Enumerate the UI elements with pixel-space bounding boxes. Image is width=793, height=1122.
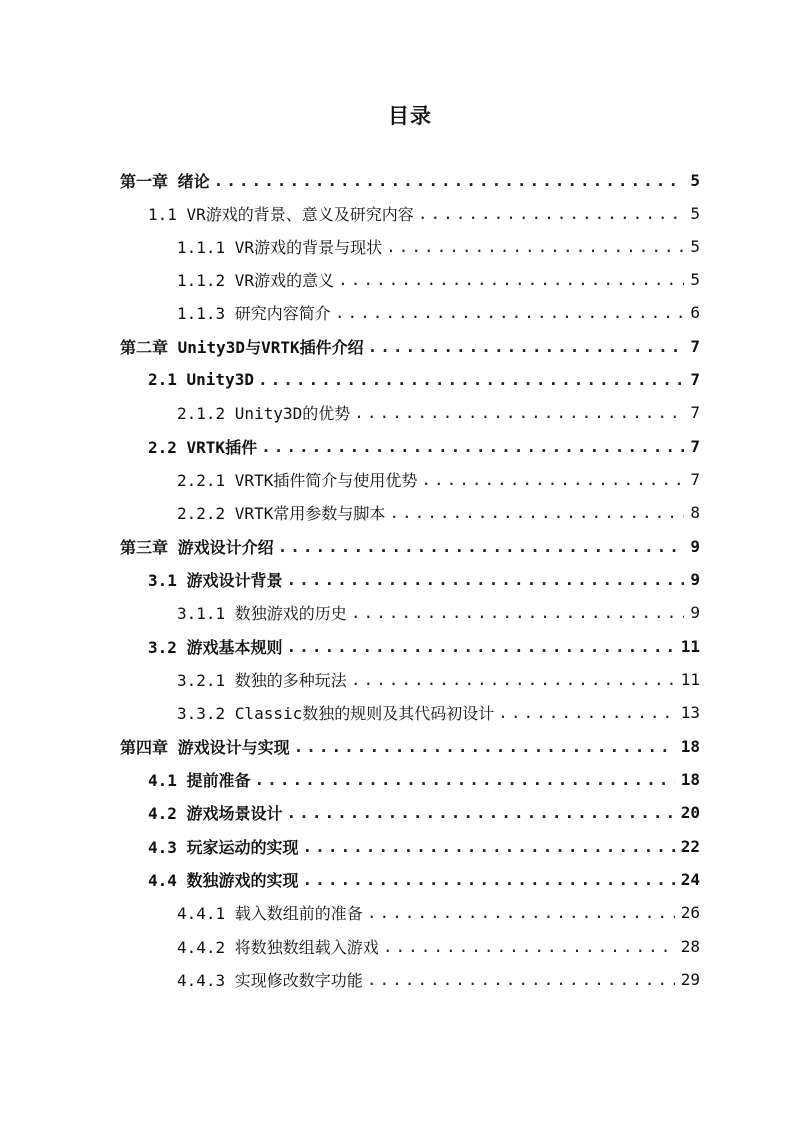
toc-entry-label: 1.1.1 VR游戏的背景与现状 [177, 237, 383, 257]
leader-dots [421, 470, 684, 489]
toc-entry-section[interactable] [148, 429, 700, 463]
leader-dots [287, 637, 675, 656]
leader-dots [214, 171, 685, 190]
leader-dots [303, 870, 675, 889]
toc-entry-page: 7 [690, 402, 700, 422]
toc-entry-page: 28 [680, 936, 700, 956]
toc-entry-page: 8 [690, 502, 700, 522]
leader-dots [335, 303, 685, 322]
toc-entry-label: 1.1.2 VR游戏的意义 [177, 270, 335, 290]
leader-dots [287, 803, 675, 822]
leader-dots [367, 903, 675, 922]
leader-dots [386, 237, 684, 256]
toc-entry-section[interactable] [148, 629, 700, 663]
toc-entry-label: 第三章 游戏设计介绍 [120, 537, 274, 557]
toc-entry-label: 3.2.1 数独的多种玩法 [177, 670, 347, 690]
toc-entry-label: 2.2.1 VRTK插件简介与使用优势 [177, 470, 418, 490]
toc-entry-label: 4.1 提前准备 [148, 770, 251, 790]
toc-entry-chapter[interactable] [120, 329, 700, 363]
toc-entry-subsection[interactable] [177, 262, 700, 296]
toc-entry-page: 20 [680, 802, 700, 822]
toc-entry-chapter[interactable] [120, 163, 700, 197]
toc-entry-label: 4.3 玩家运动的实现 [148, 837, 299, 857]
toc-entry-subsection[interactable] [177, 462, 700, 496]
leader-dots [418, 204, 685, 223]
toc-entry-page: 11 [680, 669, 700, 689]
toc-entry-label: 2.1.2 Unity3D的优势 [177, 403, 351, 423]
leader-dots [303, 837, 675, 856]
toc-entry-label: 3.1 游戏设计背景 [148, 570, 283, 590]
toc-entry-label: 4.4.1 载入数组前的准备 [177, 903, 363, 923]
toc-entry-subsection[interactable] [177, 962, 700, 996]
toc-entry-page: 18 [680, 769, 700, 789]
toc-entry-page: 11 [680, 636, 700, 656]
toc-entry-section[interactable] [148, 362, 700, 396]
leader-dots [389, 503, 684, 522]
leader-dots [368, 337, 685, 356]
leader-dots [258, 370, 684, 389]
toc-entry-page: 18 [680, 736, 700, 756]
page-title: 目录 [388, 104, 432, 128]
toc-entry-subsection[interactable] [177, 295, 700, 329]
toc-entry-chapter[interactable] [120, 729, 700, 763]
toc-entry-section[interactable] [148, 196, 700, 230]
toc-entry-section[interactable] [148, 562, 700, 596]
toc-entry-label: 3.1.1 数独游戏的历史 [177, 603, 347, 623]
toc-entry-label: 第二章 Unity3D与VRTK插件介绍 [120, 337, 364, 357]
toc-entry-page: 9 [690, 602, 700, 622]
leader-dots [255, 770, 675, 789]
toc-entry-page: 5 [690, 170, 700, 190]
toc-entry-label: 第一章 绪论 [120, 171, 210, 191]
toc-entry-page: 24 [680, 869, 700, 889]
toc-entry-page: 5 [690, 236, 700, 256]
leader-dots [278, 537, 685, 556]
toc-entry-page: 5 [690, 269, 700, 289]
leader-dots [294, 737, 675, 756]
toc-entry-page: 6 [690, 302, 700, 322]
leader-dots [338, 270, 684, 289]
toc-entry-page: 7 [690, 436, 700, 456]
toc-entry-page: 26 [680, 902, 700, 922]
leader-dots [354, 403, 684, 422]
toc-entry-page: 9 [690, 569, 700, 589]
leader-dots [383, 937, 675, 956]
leader-dots [498, 703, 675, 722]
toc-entry-page: 29 [680, 969, 700, 989]
toc-entry-label: 4.4 数独游戏的实现 [148, 870, 299, 890]
toc-entry-label: 4.4.3 实现修改数字功能 [177, 970, 363, 990]
toc-entry-label: 3.3.2 Classic数独的规则及其代码初设计 [177, 703, 495, 723]
toc-entry-section[interactable] [148, 795, 700, 829]
leader-dots [287, 570, 685, 589]
toc-entry-subsection[interactable] [177, 929, 700, 963]
toc-entry-page: 7 [690, 336, 700, 356]
toc-entry-label: 4.4.2 将数独数组载入游戏 [177, 937, 379, 957]
toc-entry-subsection[interactable] [177, 695, 700, 729]
toc-entry-section[interactable] [148, 829, 700, 863]
toc-entry-label: 3.2 游戏基本规则 [148, 637, 283, 657]
toc-entry-page: 22 [680, 836, 700, 856]
toc-entry-label: 2.2.2 VRTK常用参数与脚本 [177, 503, 386, 523]
toc-entry-subsection[interactable] [177, 595, 700, 629]
toc-entry-page: 9 [690, 536, 700, 556]
toc-entry-label: 4.2 游戏场景设计 [148, 803, 283, 823]
leader-dots [351, 670, 675, 689]
toc-entry-page: 13 [680, 702, 700, 722]
toc-entry-page: 7 [690, 369, 700, 389]
toc-entry-page: 7 [690, 469, 700, 489]
toc-entry-subsection[interactable] [177, 495, 700, 529]
toc-entry-subsection[interactable] [177, 662, 700, 696]
toc-entry-label: 2.1 Unity3D [148, 369, 254, 389]
leader-dots [367, 970, 675, 989]
leader-dots [261, 437, 684, 456]
leader-dots [351, 603, 685, 622]
toc-entry-subsection[interactable] [177, 229, 700, 263]
toc-entry-subsection[interactable] [177, 395, 700, 429]
toc-entry-label: 1.1.3 研究内容简介 [177, 303, 331, 323]
toc-entry-section[interactable] [148, 862, 700, 896]
toc-entry-label: 第四章 游戏设计与实现 [120, 737, 290, 757]
toc-entry-page: 5 [690, 203, 700, 223]
toc-entry-label: 1.1 VR游戏的背景、意义及研究内容 [148, 204, 414, 224]
toc-entry-section[interactable] [148, 762, 700, 796]
toc-entry-subsection[interactable] [177, 895, 700, 929]
toc-entry-label: 2.2 VRTK插件 [148, 437, 258, 457]
toc-entry-chapter[interactable] [120, 529, 700, 563]
